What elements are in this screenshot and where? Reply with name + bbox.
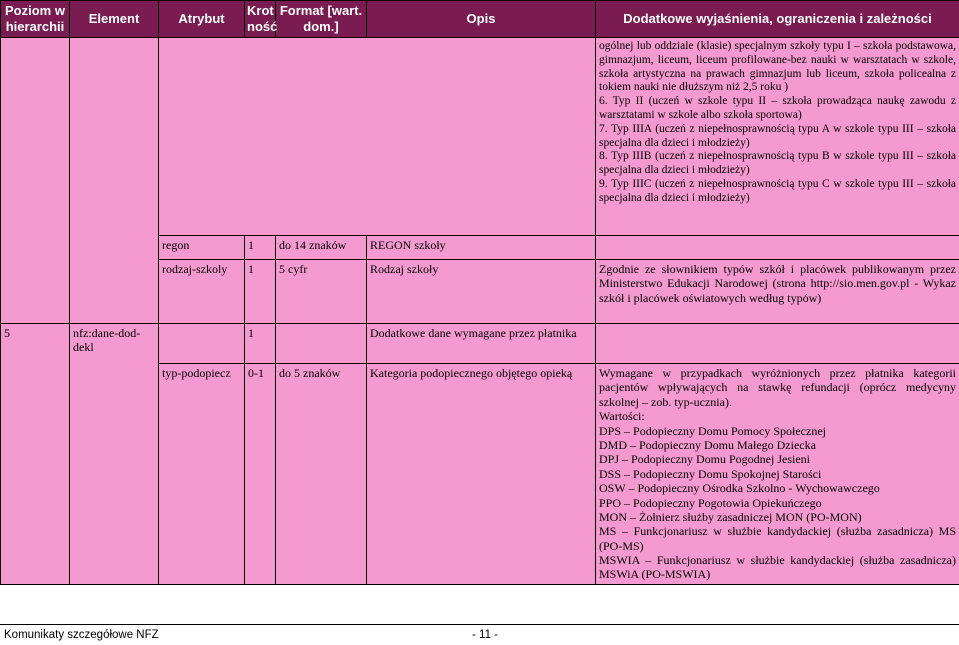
page-footer <box>0 624 959 641</box>
header-count: Krot ność <box>245 1 276 38</box>
regon-format: do 14 znaków <box>276 236 367 260</box>
blank-cell <box>159 38 596 236</box>
table-row-rodzaj <box>1 260 959 324</box>
header-desc: Opis <box>367 1 596 38</box>
rodzaj-notes: Zgodnie ze słownikiem typów szkół i placówek publikowanym przez Ministerstwo Edukacji Narodowej (strona http://sio.men.gov.pl - Wykaz szkół i placówek oświatowych według typów) <box>596 260 959 324</box>
level-cell <box>1 260 70 324</box>
header-format: Format [wart. dom.] <box>276 1 367 38</box>
dodek-element: nfz:dane-dod-dekl <box>70 324 159 585</box>
table-row-continuation <box>1 38 959 236</box>
dodek-level: 5 <box>1 324 70 585</box>
rodzaj-desc: Rodzaj szkoły <box>367 260 596 324</box>
regon-attribute: regon <box>159 236 245 260</box>
regon-desc: REGON szkoły <box>367 236 596 260</box>
rodzaj-format: 5 cyfr <box>276 260 367 324</box>
dodek-attribute <box>159 324 245 364</box>
dodek-format <box>276 324 367 364</box>
note-line: 8. Typ IIIB (uczeń z niepełnosprawnością typu B w szkole typu III – szkoła specjalna dla dzieci i młodzieży) <box>599 150 956 177</box>
note-line: 6. Typ II (uczeń w szkole typu II – szkoła prowadząca naukę zawodu z warsztatami w szkole albo szkoła sportowa) <box>599 95 956 121</box>
note-line: Wartości: <box>599 409 645 424</box>
note-line: MON – Żołnierz służby zasadniczej MON (PO-MON) <box>599 509 862 524</box>
header-level: Poziom w hierarchii <box>1 1 70 38</box>
rodzaj-count: 1 <box>245 260 276 324</box>
level-cell <box>1 38 70 236</box>
page-number: - 11 - <box>472 629 498 641</box>
note-line: ogólnej lub oddziale (klasie) specjalnym szkoły typu I – szkoła podstawowa, gimnazjum, liceum, liceum profilowane-bez nauki w warsztatach w szkole, szkoła artystyczna na prawach gimnazjum lub liceum, szkoła policealna z tokiem nauki nie dłuższym niż 2,5 roku ) <box>599 40 956 94</box>
header-row <box>1 1 959 38</box>
header-notes: Dodatkowe wyjaśnienia, ograniczenia i zależności <box>596 1 959 38</box>
note-line: MSWIA – Funkcjonariusz w służbie kandydackiej (służba zasadnicza) MSWiA (PO-MSWIA) <box>599 553 956 582</box>
table-row-regon <box>1 236 959 260</box>
rodzaj-attribute: rodzaj-szkoly <box>159 260 245 324</box>
note-line: DSS – Podopieczny Domu Spokojnej Starości <box>599 466 822 481</box>
table-row-dodek <box>1 324 959 364</box>
element-cell <box>70 236 159 260</box>
note-line: 7. Typ IIIA (uczeń z niepełnosprawnością typu A w szkole typu III – szkoła specjalna dla dzieci i młodzieży) <box>599 122 956 149</box>
note-line: DMD – Podopieczny Domu Małego Dziecka <box>599 437 816 452</box>
footer-doc-title: Komunikaty szczegółowe NFZ <box>4 629 159 641</box>
school-type-notes <box>596 38 959 236</box>
typ-format: do 5 znaków <box>276 364 367 585</box>
element-cell <box>70 38 159 236</box>
header-element: Element <box>70 1 159 38</box>
dodek-count: 1 <box>245 324 276 364</box>
note-line: DPJ – Podopieczny Domu Pogodnej Jesieni <box>599 452 810 467</box>
typ-desc: Kategoria podopiecznego objętego opieką <box>367 364 596 585</box>
element-cell <box>70 260 159 324</box>
typ-notes <box>596 364 959 585</box>
level-cell <box>1 236 70 260</box>
note-line: PPO – Podopieczny Pogotowia Opiekuńczego <box>599 495 822 510</box>
dodek-notes <box>596 324 959 364</box>
note-line: Wymagane w przypadkach wyróżnionych przez płatnika kategorii pacjentów wpływających na stawkę refundacji (oprócz medycyny szkolnej – zob. typ-ucznia). <box>599 366 956 409</box>
note-line: OSW – Podopieczny Ośrodka Szkolno - Wychowawczego <box>599 481 880 496</box>
regon-notes <box>596 236 959 260</box>
note-line: 9. Typ IIIC (uczeń z niepełnosprawnością typu C w szkole typu III – szkoła specjalna dla dzieci i młodzieży) <box>599 177 956 204</box>
regon-count: 1 <box>245 236 276 260</box>
typ-attribute: typ-podopiecz <box>159 364 245 585</box>
note-line: MS – Funkcjonariusz w służbie kandydackiej (służba zasadnicza) MS (PO-MS) <box>599 524 956 553</box>
typ-count: 0-1 <box>245 364 276 585</box>
header-attribute: Atrybut <box>159 1 245 38</box>
note-line: DPS – Podopieczny Domu Pomocy Społecznej <box>599 423 826 438</box>
dodek-desc: Dodatkowe dane wymagane przez płatnika <box>367 324 596 364</box>
